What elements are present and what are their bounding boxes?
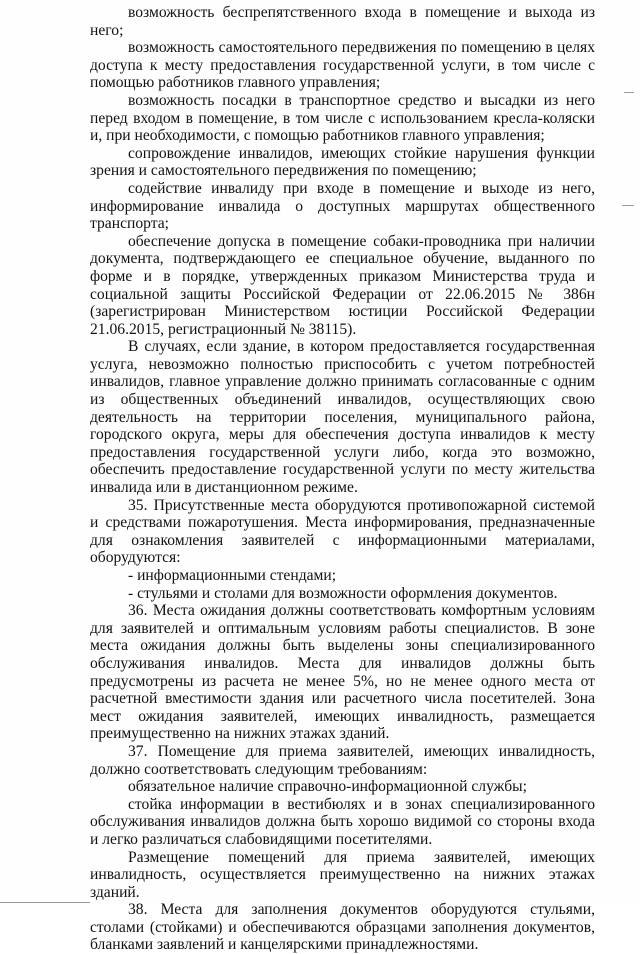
paragraph-13: обязательное наличие справочно-информационной службы;	[128, 778, 527, 796]
paragraph-4: сопровождение инвалидов, имеющих стойкие нарушения функции зрения и самостоятельного передвижения по помещению;	[90, 144, 595, 180]
paragraph-9: - информационными стендами;	[128, 567, 337, 584]
paragraph-5: содействие инвалиду при входе в помещение и выходе из него, информирование инвалида о доступных маршрутах общественного транспорта;	[90, 179, 595, 233]
scan-mark	[0, 902, 90, 903]
paragraph-11: 36. Места ожидания должны соответствовать комфортным условиям для заявителей и оптимальным условиям работы специалистов. В зоне места ожидания должны быть выделены зоны специализированного обслуживания инвалидов. Места для инвалидов должны быть предусмотрены из расчета не менее 5%, но не менее одного места от расчетной вместимости здания или расчетного числа посетителей. Зона мест ожидания заявителей, имеющих инвалидность, размещается преимущественно на нижних этажах зданий.	[90, 602, 595, 743]
paragraph-14: стойка информации в вестибюлях и в зонах специализированного обслуживания инвалидов должна быть хорошо видимой со стороны входа и легко различаться слабовидящими посетителями.	[90, 795, 595, 848]
paragraph-1: возможность беспрепятственного входа в помещение и выхода из него;	[90, 4, 595, 39]
paragraph-16: 38. Места для заполнения документов оборудуются стульями, столами (стойками) и обеспечиваются образцами заполнения документов, бланками заявлений и канцелярскими принадлежностями.	[90, 901, 595, 954]
paragraph-3: возможность посадки в транспортное средство и высадки из него перед входом в помещение, в том числе с использованием кресла-коляски и, при необходимости, с помощью работников главного управления;	[90, 91, 595, 145]
document-body	[90, 4, 595, 954]
paragraph-12: 37. Помещение для приема заявителей, имеющих инвалидность, должно соответствовать следующим требованиям:	[90, 742, 595, 778]
scan-mark	[624, 92, 634, 93]
paragraph-6: обеспечение допуска в помещение собаки-проводника при наличии документа, подтверждающего ее специальное обучение, выданного по форме и в порядке, утвержденных приказом Министерства труда и социальной защиты Российской Федерации от 22.06.2015 № 386н (зарегистрирован Министерством юстиции Российской Федерации 21.06.2015, регистрационный № 38115).	[90, 232, 595, 338]
paragraph-7: В случаях, если здание, в котором предоставляется государственная услуга, невозможно полностью приспособить с учетом потребностей инвалидов, главное управление должно принимать согласованные с одним из общественных объединений инвалидов, осуществляющих свою деятельность на территории поселения, муниципального района, городского округа, меры для обеспечения доступа инвалидов к месту предоставления государственной услуги либо, когда это возможно, обеспечить предоставление государственной услуги по месту жительства инвалида или в дистанционном режиме.	[90, 338, 595, 497]
paragraph-15: Размещение помещений для приема заявителей, имеющих инвалидность, осуществляется преимущественно на нижних этажах зданий.	[90, 848, 595, 901]
scan-mark	[622, 205, 634, 206]
paragraph-8: 35. Присутственные места оборудуются противопожарной системой и средствами пожаротушения. Места информирования, предназначенные для ознакомления заявителей с информационными материалами, оборудуются:	[90, 496, 595, 567]
paragraph-2: возможность самостоятельного передвижения по помещению в целях доступа к месту предоставления государственной услуги, в том числе с помощью работников главного управления;	[90, 39, 595, 92]
paragraph-10: - стульями и столами для возможности оформления документов.	[128, 584, 558, 602]
